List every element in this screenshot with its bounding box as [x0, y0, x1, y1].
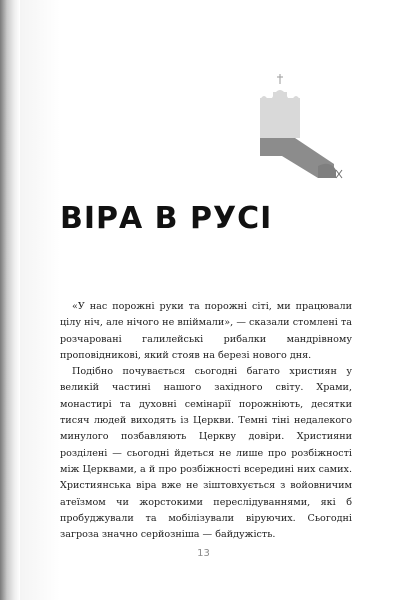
- church-body: [260, 98, 300, 138]
- church-side-cupola-left: [260, 96, 268, 100]
- paragraph-quote: «У нас порожні руки та порожні сіті, ми працювали цілу ніч, але нічого не впіймали», — сказали стомлені та розчаровані галилейські рибалки мандрівному проповідникові, який стояв на березі нового дня.: [60, 301, 352, 361]
- chapter-title: ВІРА В РУСІ: [60, 201, 273, 236]
- page-number: 13: [197, 548, 210, 559]
- paragraph-main: Подібно почувається сьогодні багато християн у великій частині нашого західного світу. Храми, монастирі та духовні семінарії порожніють, десятки тисяч людей виходять із Церкви. Темні тіні недалекого минулого позбавляють Церкву довіри. Християни розділені — сьогодні йдеться не лише про розбіжності між Церквами, а й про розбіжності всередині них самих. Християнська віра вже не зіштовхується з войовничим атеїзмом чи жорстокими переслідуваннями, які б пробуджували та мобілізували віруючих. Сьогодні загроза значно серйозніша — байдужість.: [60, 366, 352, 541]
- church-shadow-icon: [252, 74, 344, 184]
- book-spine-shadow: [0, 0, 20, 600]
- page-gutter-shade: [20, 0, 60, 600]
- chapter-body: [60, 299, 352, 543]
- church-side-cupola-right: [292, 96, 300, 100]
- church-drum: [273, 92, 287, 100]
